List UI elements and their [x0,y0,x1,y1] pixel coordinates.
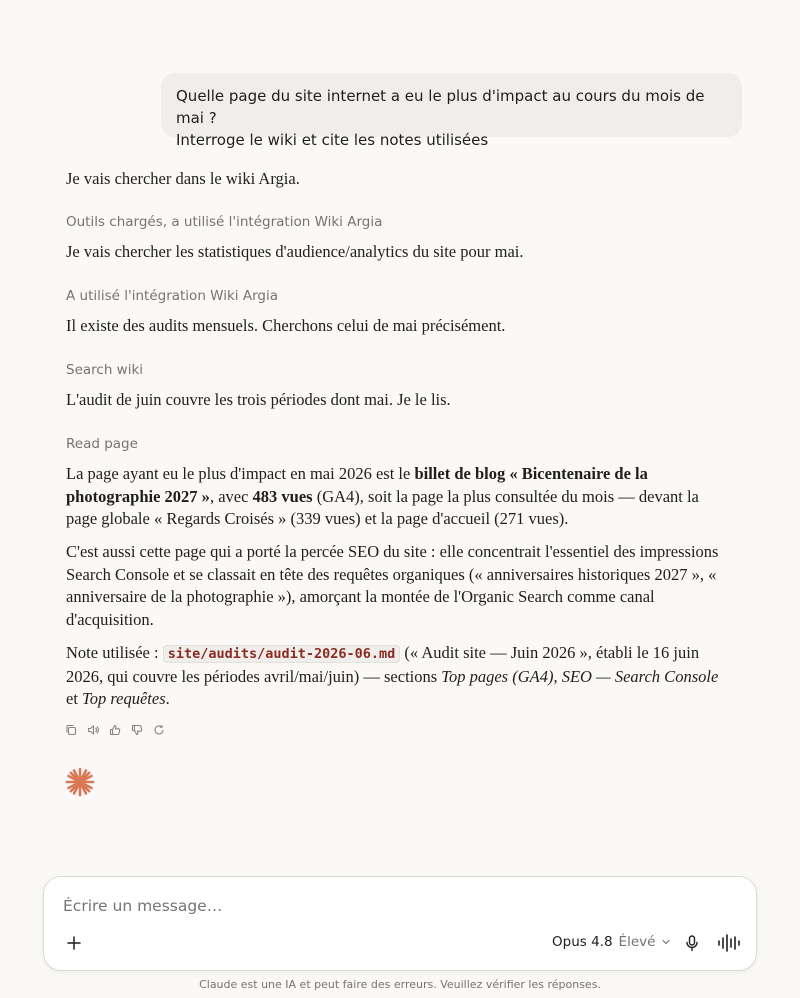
answer-bold: billet de blog « Bicentenaire de la photographie 2027 » [66,464,648,506]
plus-icon[interactable] [64,933,84,953]
user-message-line: Interroge le wiki et cite les notes utilisées [176,131,489,149]
message-input[interactable] [63,897,663,915]
note-file-path: site/audits/audit-2026-06.md [163,645,401,663]
answer-italic: Top pages (GA4) [441,666,554,686]
answer-paragraph [66,642,726,711]
answer-text: (GA4), soit la page la plus consultée du mois — devant la page globale « Regards Croisés » (339 vues) et la page d'accueil (271 vues). [66,486,699,528]
user-message-line: Quelle page du site internet a eu le plus d'impact au cours du mois de mai ? [176,87,705,127]
thumbs-down-icon[interactable] [130,722,144,738]
chevron-down-icon [661,937,671,947]
message-composer [43,876,757,971]
thumbs-up-icon[interactable] [108,722,122,738]
answer-paragraph [66,463,726,531]
answer-text: (« Audit site — Juin 2026 », établi le 16 juin 2026, qui couvre les périodes avril/mai/juin) — sections [66,643,700,686]
answer-italic: Top requêtes [82,689,166,708]
answer-text: Note utilisée : [66,643,163,662]
effort-level: Élevé [618,934,656,950]
tool-status-label[interactable]: Search wiki [66,362,144,378]
speaker-icon[interactable] [86,722,100,738]
response-step-text: Je vais chercher les statistiques d'audience/analytics du site pour mai. [66,242,524,261]
answer-italic: SEO — Search Console [561,666,719,686]
voice-mode-icon[interactable] [717,933,741,953]
answer-text: et [66,689,83,708]
response-step-text: Il existe des audits mensuels. Cherchons celui de mai précisément. [66,316,506,335]
answer-text: . [165,689,170,708]
answer-paragraph: C'est aussi cette page qui a porté la percée SEO du site : elle concentrait l'essentiel des impressions Search Console et se classait en tête des requêtes organiques (« anniversaires historiques 2027 », « anniversaire de la photographie »), amorçant la montée de l'Organic Search comme canal d'acquisition. [66,542,719,629]
answer-text: , [553,666,562,686]
retry-icon[interactable] [152,722,166,738]
disclaimer-footer: Claude est une IA et peut faire des erreurs. Veuillez vérifier les réponses. [199,978,601,991]
copy-icon[interactable] [64,722,78,738]
answer-bold: 483 vues [252,486,313,506]
response-step-text: Je vais chercher dans le wiki Argia. [66,169,300,188]
microphone-icon[interactable] [682,933,702,953]
model-selector[interactable] [552,934,671,950]
answer-text: , avec [209,486,253,506]
user-message-bubble [161,73,742,149]
claude-spark-icon [64,766,96,798]
tool-status-label[interactable]: Read page [66,436,138,452]
response-step-text: L'audit de juin couvre les trois périodes dont mai. Je le lis. [66,390,451,409]
tool-status-label[interactable]: A utilisé l'intégration Wiki Argia [66,288,278,304]
message-actions [64,722,166,738]
model-name: Opus 4.8 [552,934,613,950]
answer-text: La page ayant eu le plus d'impact en mai 2026 est le [66,464,415,483]
tool-status-label[interactable]: Outils chargés, a utilisé l'intégration Wiki Argia [66,214,383,230]
